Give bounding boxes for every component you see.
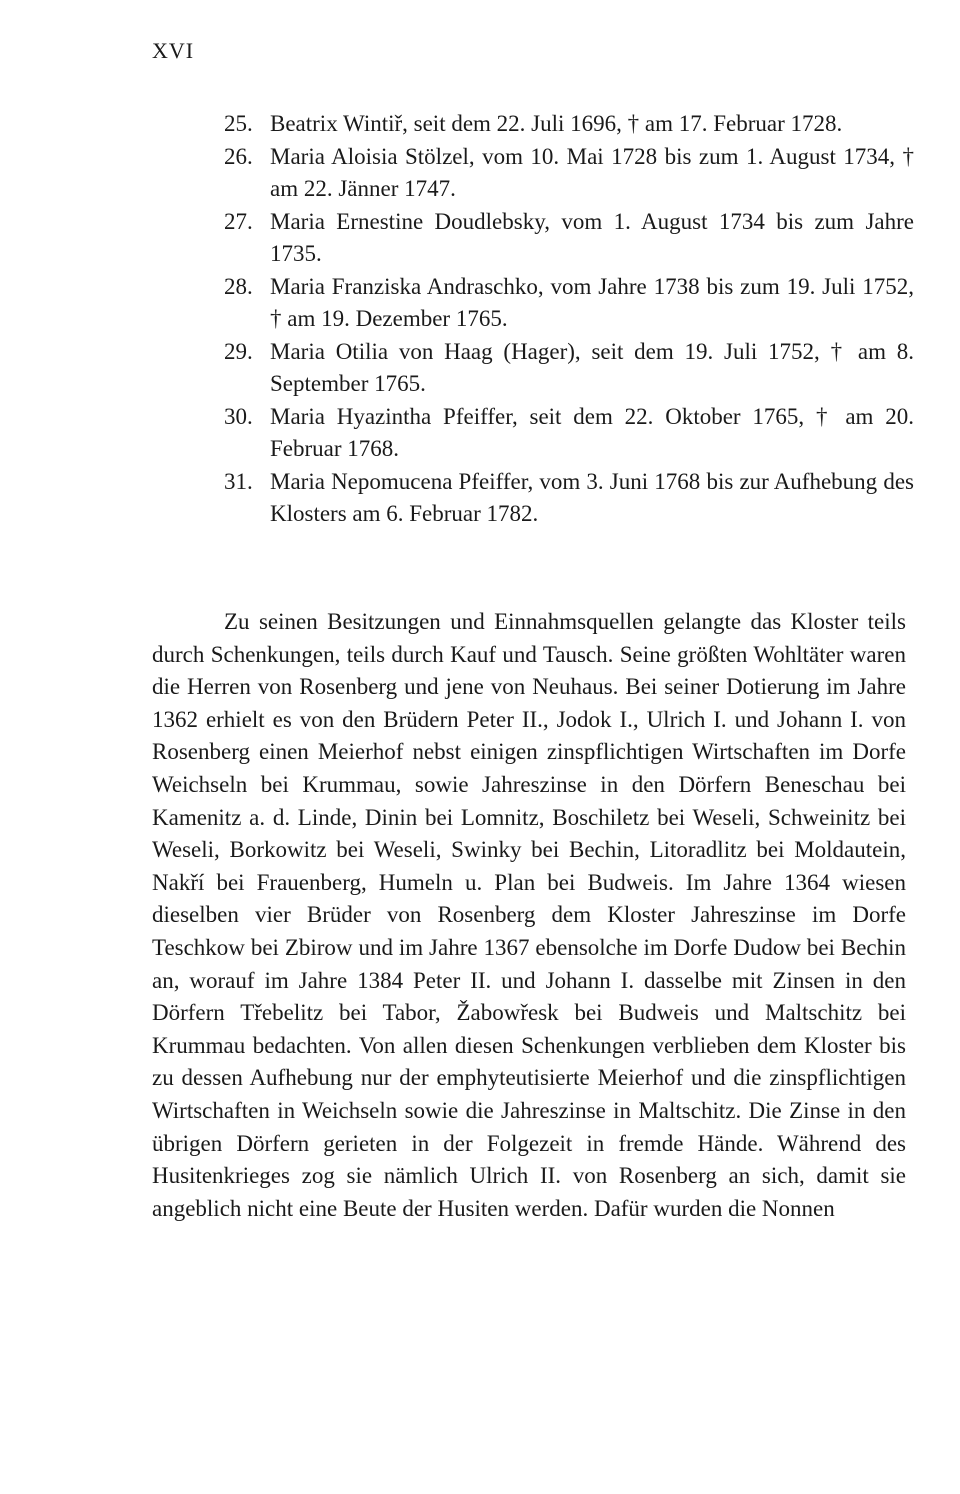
list-item <box>224 141 914 206</box>
list-item-text: Maria Aloisia Stölzel, vom 10. Mai 1728 bis zum 1. August 1734, † am 22. Jänner 1747. <box>270 143 914 201</box>
list-item-number: 28. <box>224 273 253 299</box>
list-item <box>224 466 914 531</box>
list-item-number: 30. <box>224 403 253 429</box>
list-item-text: Maria Franziska Andraschko, vom Jahre 1738 bis zum 19. Juli 1752, † am 19. Dezember 1765. <box>270 273 914 331</box>
list-item <box>224 336 914 401</box>
page-number: XVI <box>152 38 195 63</box>
list-item <box>224 401 914 466</box>
list-item <box>224 108 914 141</box>
list-item-text: Maria Ernestine Doudlebsky, vom 1. August 1734 bis zum Jahre 1735. <box>270 208 914 266</box>
list-item <box>224 271 914 336</box>
list-item-number: 25. <box>224 111 253 136</box>
list-item-text: Maria Hyazintha Pfeiffer, seit dem 22. Oktober 1765, † am 20. Februar 1768. <box>270 403 914 461</box>
body-paragraph: Zu seinen Besitzungen und Einnahmsquellen gelangte das Kloster teils durch Schenkungen, teils durch Kauf und Tausch. Seine größten Wohltäter waren die Herren von Rosenberg und jene von Neuhaus. Bei seiner Dotierung im Jahre 1362 erhielt es von den Brüdern Peter II., Jodok I., Ulrich I. und Johann I. von Rosenberg einen Meierhof nebst einigen zinspflichtigen Wirtschaften im Dorfe Weichseln bei Krummau, sowie Jahreszinse in den Dörfern Beneschau bei Kamenitz a. d. Linde, Dinin bei Lomnitz, Boschiletz bei Weseli, Schweinitz bei Weseli, Borkowitz bei Weseli, Swinky bei Bechin, Litoradlitz bei Moldautein, Nakří bei Frauenberg, Humeln u. Plan bei Budweis. Im Jahre 1364 wiesen dieselben vier Brüder von Rosenberg dem Kloster Jahreszinse im Dorfe Teschkow bei Zbirow und im Jahre 1367 ebensolche im Dorfe Dudow bei Bechin an, worauf im Jahre 1384 Peter II. und Johann I. dasselbe mit Zinsen in den Dörfern Třebelitz bei Tabor, Žabowřesk bei Budweis und Maltschitz bei Krummau bedachten. Von allen diesen Schenkungen verblieben dem Kloster bis zu dessen Aufhebung nur der emphyteutisierte Meierhof und die zinspflichtigen Wirtschaften in Weichseln sowie die Jahreszinse in Maltschitz. Die Zinse in den übrigen Dörfern gerieten in der Folgezeit in fremde Hände. Während des Husitenkrieges zog sie nämlich Ulrich II. von Rosenberg an sich, damit sie angeblich nicht eine Beute der Husiten werden. Dafür wurden die Nonnen <box>152 609 906 1221</box>
list-item-number: 26. <box>224 143 253 169</box>
list-item-text: Beatrix Wintiř, seit dem 22. Juli 1696, † am 17. Februar 1728. <box>270 111 843 136</box>
list-item-text: Maria Nepomucena Pfeiffer, vom 3. Juni 1768 bis zur Aufhebung des Klosters am 6. Februar 1782. <box>270 468 914 526</box>
list-item <box>224 206 914 271</box>
list-item-number: 29. <box>224 338 253 364</box>
list-item-number: 27. <box>224 208 253 234</box>
abbess-list <box>224 108 914 531</box>
list-item-text: Maria Otilia von Haag (Hager), seit dem 19. Juli 1752, † am 8. September 1765. <box>270 338 914 396</box>
list-item-number: 31. <box>224 468 253 494</box>
